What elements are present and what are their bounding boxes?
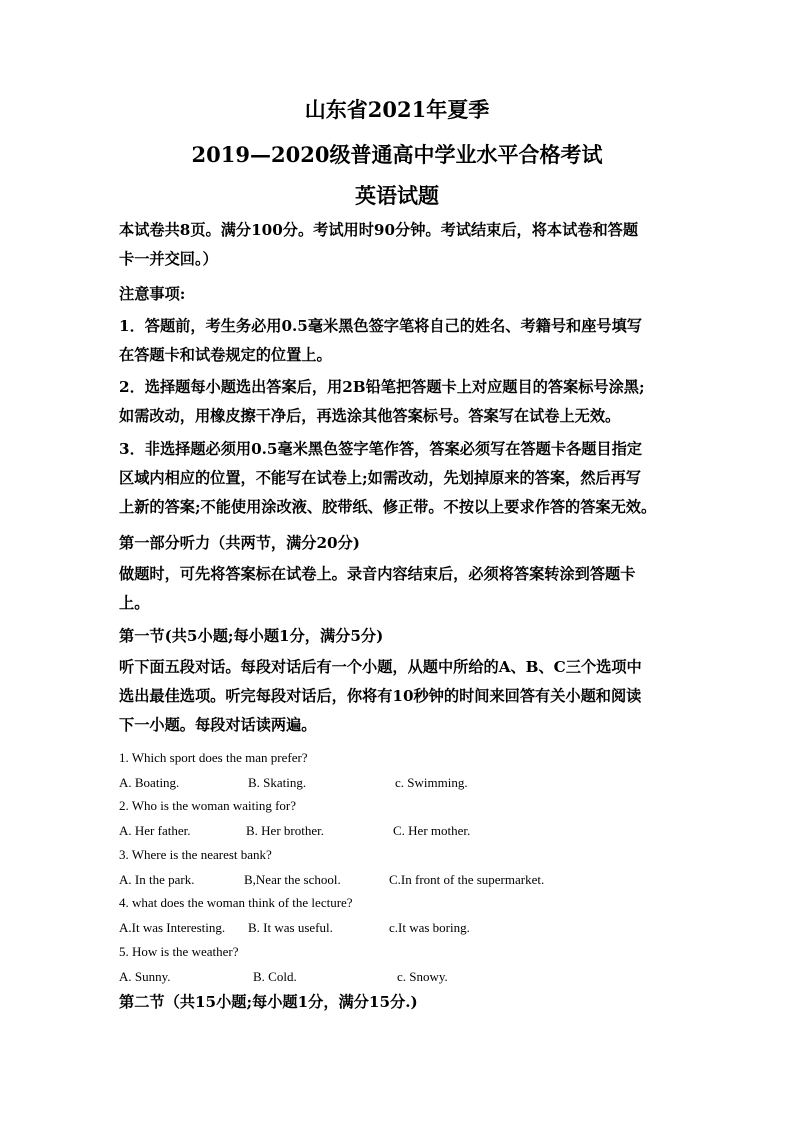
question-stem: 1. Which sport does the man prefer? — [119, 750, 308, 765]
notice-line: 在答题卡和试卷规定的位置上。 — [119, 346, 332, 364]
section1-heading: 第一节(共5小题;每小题1分，满分5分) — [119, 627, 384, 645]
option-a: A.It was Interesting. — [119, 920, 226, 935]
notice-line: 如需改动，用橡皮擦干净后，再选涂其他答案标号。答案写在试卷上无效。 — [119, 407, 621, 425]
question-stem: 2. Who is the woman waiting for? — [119, 798, 297, 813]
instruction-line: 上。 — [119, 594, 150, 612]
option-c: C.In front of the supermarket. — [389, 872, 545, 887]
option-a: A. Boating. — [119, 775, 180, 790]
option-c: c. Swimming. — [395, 775, 468, 790]
instruction-line: 下一小题。每段对话读两遍。 — [119, 716, 317, 734]
title-province-term: 山东省2021年夏季 — [304, 97, 490, 122]
title-exam-name: 2019—2020级普通高中学业水平合格考试 — [191, 142, 603, 167]
option-a: A. Her father. — [119, 823, 191, 838]
part1-heading: 第一部分听力（共两节，满分20分) — [119, 534, 360, 552]
intro-paragraph — [119, 216, 679, 274]
notice-line: 区域内相应的位置，不能写在试卷上;如需改动，先划掉原来的答案，然后再写 — [119, 469, 641, 487]
instruction-line: 选出最佳选项。听完每段对话后，你将有10秒钟的时间来回答有关小题和阅读 — [119, 687, 642, 705]
option-c: C. Her mother. — [393, 823, 471, 838]
option-b: B. Her brother. — [246, 823, 324, 838]
option-c: c. Snowy. — [397, 969, 448, 984]
instruction-line: 听下面五段对话。每段对话后有一个小题，从题中所给的A、B、C三个选项中 — [119, 658, 642, 676]
option-b: B. It was useful. — [248, 920, 333, 935]
option-c: c.It was boring. — [389, 920, 470, 935]
option-b: B,Near the school. — [244, 872, 341, 887]
notice-line: 2．选择题每小题选出答案后，用2B铅笔把答题卡上对应题目的答案标号涂黑; — [119, 378, 645, 396]
option-a: A. In the park. — [119, 872, 195, 887]
option-a: A. Sunny. — [119, 969, 171, 984]
question-stem: 3. Where is the nearest bank? — [119, 847, 272, 862]
notice-item-3 — [119, 435, 679, 522]
intro-line: 本试卷共8页。满分100分。考试用时90分钟。考试结束后，将本试卷和答题 — [119, 221, 639, 239]
section2-heading: 第二节（共15小题;每小题1分，满分15分.) — [119, 993, 418, 1011]
part1-instruction — [119, 560, 679, 618]
option-b: B. Skating. — [248, 775, 307, 790]
notice-line: 3．非选择题必须用0.5毫米黑色签字笔作答，答案必须写在答题卡各题目指定 — [119, 440, 642, 458]
option-b: B. Cold. — [253, 969, 297, 984]
question-stem: 4. what does the woman think of the lecture? — [119, 895, 353, 910]
notice-item-2 — [119, 373, 679, 431]
title-subject: 英语试题 — [355, 183, 439, 208]
section1-instruction — [119, 653, 679, 740]
notice-line: 1．答题前，考生务必用0.5毫米黑色签字笔将自己的姓名、考籍号和座号填写 — [119, 317, 642, 335]
notice-heading: 注意事项: — [119, 285, 186, 303]
question-stem: 5. How is the weather? — [119, 944, 239, 959]
instruction-line: 做题时，可先将答案标在试卷上。录音内容结束后，必须将答案转涂到答题卡 — [119, 565, 636, 583]
notice-line: 上新的答案;不能使用涂改液、胶带纸、修正带。不按以上要求作答的答案无效。 — [119, 498, 657, 516]
notice-item-1 — [119, 312, 679, 370]
intro-line: 卡一并交回。） — [119, 250, 218, 268]
